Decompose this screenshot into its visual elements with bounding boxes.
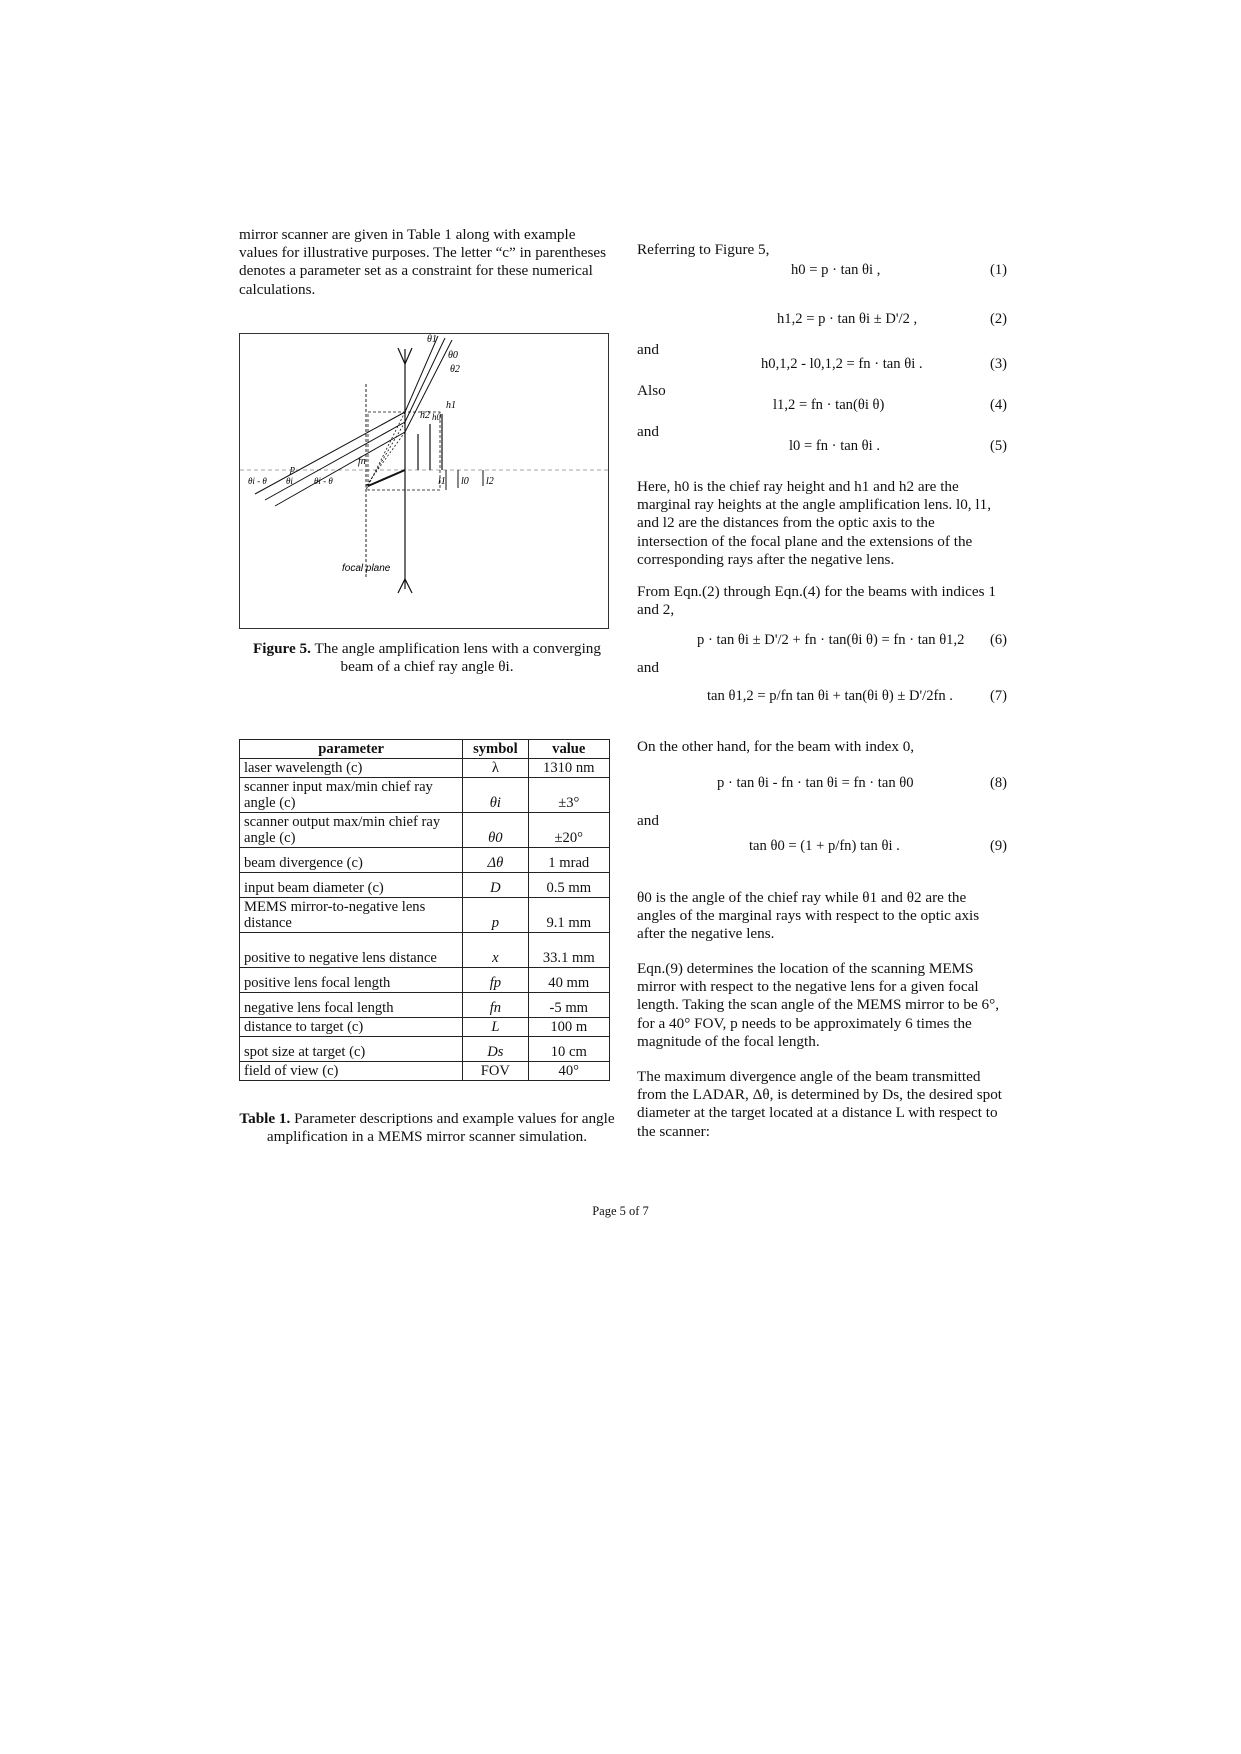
param-cell: spot size at target (c) — [240, 1036, 463, 1061]
equation-2 — [637, 311, 1007, 333]
referring-text: Referring to Figure 5, — [637, 241, 770, 258]
col-header-symbol: symbol — [463, 740, 528, 759]
figure-caption-label: Figure 5. — [253, 640, 311, 657]
label-angle-3: θi - θ — [314, 476, 333, 486]
equation-4-expr: l1,2 = fn · tan(θi θ) — [773, 397, 885, 413]
label-l0: l0 — [461, 476, 469, 487]
equation-5 — [637, 438, 1007, 460]
intro-paragraph: mirror scanner are given in Table 1 along with example values for illustrative purposes. The letter “c” in parentheses denotes a parameter set as a constraint for these numerical calculations. — [239, 226, 607, 298]
fn-arrow — [368, 470, 405, 486]
equation-9 — [637, 838, 1007, 860]
equation-7-expr: tan θ1,2 = p/fn tan θi + tan(θi θ) ± D'/2fn . — [707, 688, 953, 704]
equation-6-number: (6) — [989, 632, 1007, 648]
param-cell: field of view (c) — [240, 1061, 463, 1080]
paragraph-theta: θ0 is the angle of the chief ray while θ1 and θ2 are the angles of the marginal rays with respect to the optic axis after the negative lens. — [637, 889, 980, 943]
label-angle-2: θi — [286, 476, 293, 486]
symbol-cell: fn — [463, 992, 528, 1017]
symbol-cell: Ds — [463, 1036, 528, 1061]
symbol-cell: D — [463, 872, 528, 897]
ray-0-incoming — [265, 422, 405, 500]
table-row — [240, 777, 610, 812]
symbol-cell: λ — [463, 758, 528, 777]
word-and-2: and — [637, 423, 659, 440]
col-header-value: value — [528, 740, 609, 759]
symbol-cell: Δθ — [463, 847, 528, 872]
table-row — [240, 967, 610, 992]
page-number: Page 5 of 7 — [592, 1204, 649, 1218]
word-also: Also — [637, 382, 666, 399]
angle-amplification-diagram — [240, 334, 608, 628]
value-cell: 9.1 mm — [528, 897, 609, 932]
label-theta2: θ2 — [450, 364, 460, 375]
equation-9-number: (9) — [989, 838, 1007, 854]
label-h1: h1 — [446, 400, 456, 411]
equation-4 — [637, 397, 1007, 419]
equation-6 — [637, 632, 1007, 654]
value-cell: 100 m — [528, 1017, 609, 1036]
equation-7 — [637, 688, 1007, 710]
paragraph-here: Here, h0 is the chief ray height and h1 and h2 are the marginal ray heights at the angle amplification lens. l0, l1, and l2 are the distances from the optic axis to the intersection of the focal plane and the extensions of the corresponding rays after the negative lens. — [637, 478, 991, 568]
value-cell: -5 mm — [528, 992, 609, 1017]
equation-3 — [637, 356, 1007, 378]
value-cell: 10 cm — [528, 1036, 609, 1061]
col-header-parameter: parameter — [240, 740, 463, 759]
table-row — [240, 758, 610, 777]
table-caption — [239, 1110, 615, 1146]
table-row — [240, 1061, 610, 1080]
value-cell: 0.5 mm — [528, 872, 609, 897]
value-cell: ±3° — [528, 777, 609, 812]
symbol-cell: θi — [463, 777, 528, 812]
label-h2: h2 — [420, 410, 430, 421]
symbol-cell: θ0 — [463, 812, 528, 847]
paragraph-from: From Eqn.(2) through Eqn.(4) for the beams with indices 1 and 2, — [637, 583, 996, 619]
figure-caption-text: The angle amplification lens with a converging beam of a chief ray angle θi. — [310, 640, 601, 675]
paragraph-other: On the other hand, for the beam with index 0, — [637, 738, 915, 755]
label-theta1: θ1 — [427, 334, 437, 345]
table-row — [240, 872, 610, 897]
param-cell: MEMS mirror-to-negative lens distance — [240, 897, 463, 932]
value-cell: 1310 nm — [528, 758, 609, 777]
left-column — [239, 226, 615, 299]
symbol-cell: fp — [463, 967, 528, 992]
value-cell: 40° — [528, 1061, 609, 1080]
label-l1: l1 — [438, 476, 446, 487]
label-theta0: θ0 — [448, 350, 458, 361]
label-angle-1: θi - θ — [248, 476, 267, 486]
word-and-3: and — [637, 659, 659, 676]
equation-1-expr: h0 = p · tan θi , — [791, 262, 881, 278]
param-cell: input beam diameter (c) — [240, 872, 463, 897]
param-cell: distance to target (c) — [240, 1017, 463, 1036]
label-focal-plane: focal plane — [342, 563, 391, 574]
symbol-cell: x — [463, 932, 528, 967]
equation-6-expr: p · tan θi ± D'/2 + fn · tan(θi θ) = fn · tan θ1,2 — [697, 632, 965, 648]
equation-8-expr: p · tan θi - fn · tan θi = fn · tan θ0 — [717, 775, 914, 791]
equation-3-expr: h0,1,2 - l0,1,2 = fn · tan θi . — [761, 356, 923, 372]
symbol-cell: L — [463, 1017, 528, 1036]
equation-4-number: (4) — [989, 397, 1007, 413]
equation-1 — [637, 262, 1007, 284]
figure-5 — [239, 333, 609, 629]
value-cell: 1 mrad — [528, 847, 609, 872]
param-cell: negative lens focal length — [240, 992, 463, 1017]
paragraph-max: The maximum divergence angle of the beam transmitted from the LADAR, Δθ, is determined by Ds, the desired spot diameter at the target located at a distance L with respect to the scanner: — [637, 1068, 1003, 1140]
value-cell: ±20° — [528, 812, 609, 847]
table-row — [240, 897, 610, 932]
param-cell: beam divergence (c) — [240, 847, 463, 872]
equation-8 — [637, 775, 1007, 797]
label-fn: fn — [358, 456, 366, 467]
equation-9-expr: tan θ0 = (1 + p/fn) tan θi . — [749, 838, 900, 854]
table-row — [240, 812, 610, 847]
equation-8-number: (8) — [989, 775, 1007, 791]
equation-3-number: (3) — [989, 356, 1007, 372]
equation-2-number: (2) — [989, 311, 1007, 327]
parameter-table — [239, 739, 610, 1081]
label-l2: l2 — [486, 476, 494, 487]
label-p: p — [290, 464, 295, 475]
symbol-cell: FOV — [463, 1061, 528, 1080]
table-row — [240, 1017, 610, 1036]
equation-5-expr: l0 = fn · tan θi . — [789, 438, 881, 454]
equation-7-number: (7) — [989, 688, 1007, 704]
paragraph-eqn9: Eqn.(9) determines the location of the scanning MEMS mirror with respect to the negative lens for a given focal length. Taking the scan angle of the MEMS mirror to be 6°, for a 40° FOV, p needs to be approximately 6 times the magnitude of the focal length. — [637, 960, 999, 1050]
param-cell: laser wavelength (c) — [240, 758, 463, 777]
table-caption-label: Table 1. — [239, 1110, 291, 1127]
table-caption-text: Parameter descriptions and example values for angle amplification in a MEMS mirror scanner simulation. — [266, 1110, 615, 1145]
param-cell: scanner input max/min chief ray angle (c) — [240, 777, 463, 812]
figure-caption — [239, 640, 615, 676]
table-row — [240, 847, 610, 872]
word-and-4: and — [637, 812, 659, 829]
symbol-cell: p — [463, 897, 528, 932]
table-row — [240, 992, 610, 1017]
word-and-1: and — [637, 341, 659, 358]
param-cell: scanner output max/min chief ray angle (c) — [240, 812, 463, 847]
table-row — [240, 1036, 610, 1061]
value-cell: 40 mm — [528, 967, 609, 992]
label-h0: h0 — [432, 412, 441, 422]
table-row — [240, 932, 610, 967]
param-cell: positive lens focal length — [240, 967, 463, 992]
equation-1-number: (1) — [989, 262, 1007, 278]
value-cell: 33.1 mm — [528, 932, 609, 967]
equation-5-number: (5) — [989, 438, 1007, 454]
param-cell: positive to negative lens distance — [240, 932, 463, 967]
equation-2-expr: h1,2 = p · tan θi ± D'/2 , — [777, 311, 918, 327]
